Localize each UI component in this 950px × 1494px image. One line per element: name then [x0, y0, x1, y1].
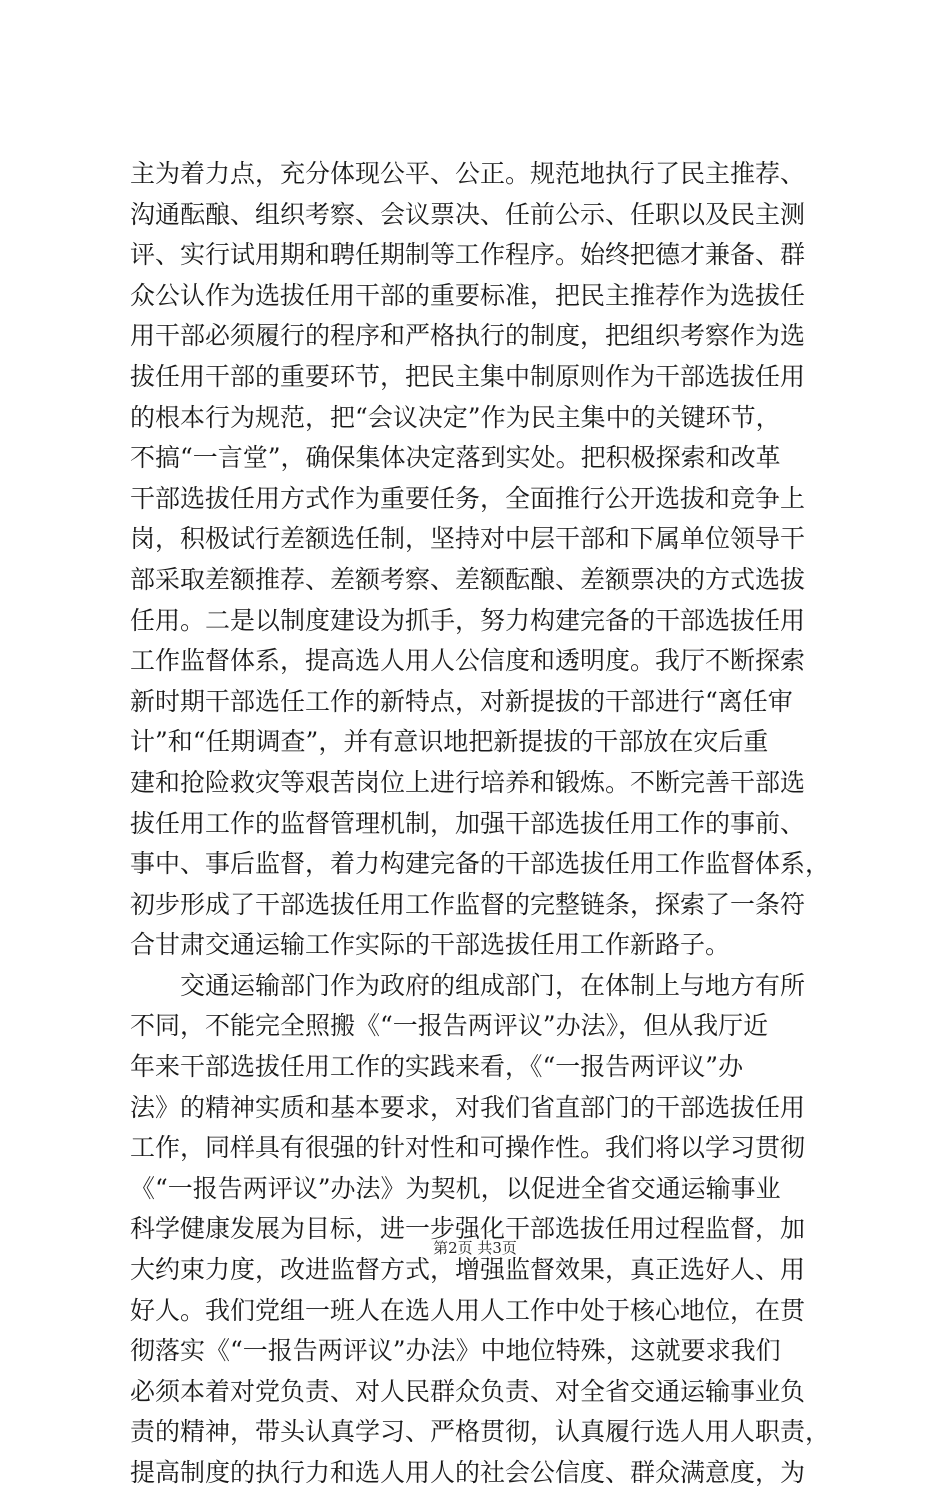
text-line: 干部选拔任用方式作为重要任务，全面推行公开选拔和竞争上: [130, 483, 806, 513]
text-line: 沟通酝酿、组织考察、会议票决、任前公示、任职以及民主测: [130, 199, 806, 229]
text-line: 拔任用工作的监督管理机制，加强干部选拔任用工作的事前、: [130, 808, 806, 838]
text-line: 众公认作为选拔任用干部的重要标准，把民主推荐作为选拔任: [130, 280, 806, 310]
text-line: 合甘肃交通运输工作实际的干部选拔任用工作新路子。: [130, 930, 731, 960]
text-line: 提高制度的执行力和选人用人的社会公信度、群众满意度，为: [130, 1458, 806, 1487]
text-line: 年来干部选拔任用工作的实践来看，《“一报告两评议”办: [130, 1052, 744, 1082]
text-line: 好人。我们党组一班人在选人用人工作中处于核心地位，在贯: [130, 1295, 806, 1325]
text-line: 初步形成了干部选拔任用工作监督的完整链条，探索了一条符: [130, 889, 806, 919]
body-text: [130, 154, 830, 1494]
text-line: 必须本着对党负责、对人民群众负责、对全省交通运输事业负: [130, 1376, 806, 1406]
text-line: 的根本行为规范，把“会议决定”作为民主集中的关键环节，: [130, 402, 781, 432]
text-line: 工作，同样具有很强的针对性和可操作性。我们将以学习贯彻: [130, 1133, 806, 1163]
text-line: 大约束力度，改进监督方式，增强监督效果，真正选好人、用: [130, 1255, 806, 1285]
text-line: 不搞“一言堂”，确保集体决定落到实处。把积极探索和改革: [130, 443, 781, 473]
text-line: 彻落实《“一报告两评议”办法》中地位特殊，这就要求我们: [130, 1336, 781, 1366]
text-line: 《“一报告两评议”办法》为契机，以促进全省交通运输事业: [130, 1173, 781, 1203]
text-line: 科学健康发展为目标，进一步强化干部选拔任用过程监督，加: [130, 1214, 806, 1244]
text-line: 用干部必须履行的程序和严格执行的制度，把组织考察作为选: [130, 321, 806, 351]
text-line: 交通运输部门作为政府的组成部门，在体制上与地方有所: [130, 970, 806, 1000]
text-line: 建和抢险救灾等艰苦岗位上进行培养和锻炼。不断完善干部选: [130, 767, 806, 797]
text-line: 事中、事后监督，着力构建完备的干部选拔任用工作监督体系，: [130, 849, 830, 879]
text-line: 责的精神，带头认真学习、严格贯彻，认真履行选人用人职责，: [130, 1417, 830, 1447]
text-line: 拔任用干部的重要环节，把民主集中制原则作为干部选拔任用: [130, 361, 806, 391]
page-footer: 第2页 共3页: [433, 1239, 517, 1257]
text-line: 新时期干部选任工作的新特点，对新提拔的干部进行“离任审: [130, 686, 793, 716]
text-line: 任用。二是以制度建设为抓手，努力构建完备的干部选拔任用: [130, 605, 806, 635]
text-line: 不同，不能完全照搬《“一报告两评议”办法》，但从我厅近: [130, 1011, 769, 1041]
text-line: 计”和“任期调查”，并有意识地把新提拔的干部放在灾后重: [130, 727, 769, 757]
text-line: 工作监督体系，提高选人用人公信度和透明度。我厅不断探索: [130, 646, 806, 676]
text-line: 法》的精神实质和基本要求，对我们省直部门的干部选拔任用: [130, 1092, 806, 1122]
text-line: 评、实行试用期和聘任期制等工作程序。始终把德才兼备、群: [130, 240, 806, 270]
text-line: 主为着力点，充分体现公平、公正。规范地执行了民主推荐、: [130, 159, 806, 188]
text-line: 部采取差额推荐、差额考察、差额酝酿、差额票决的方式选拔: [130, 564, 806, 594]
text-line: 岗，积极试行差额选任制，坚持对中层干部和下属单位领导干: [130, 524, 806, 554]
